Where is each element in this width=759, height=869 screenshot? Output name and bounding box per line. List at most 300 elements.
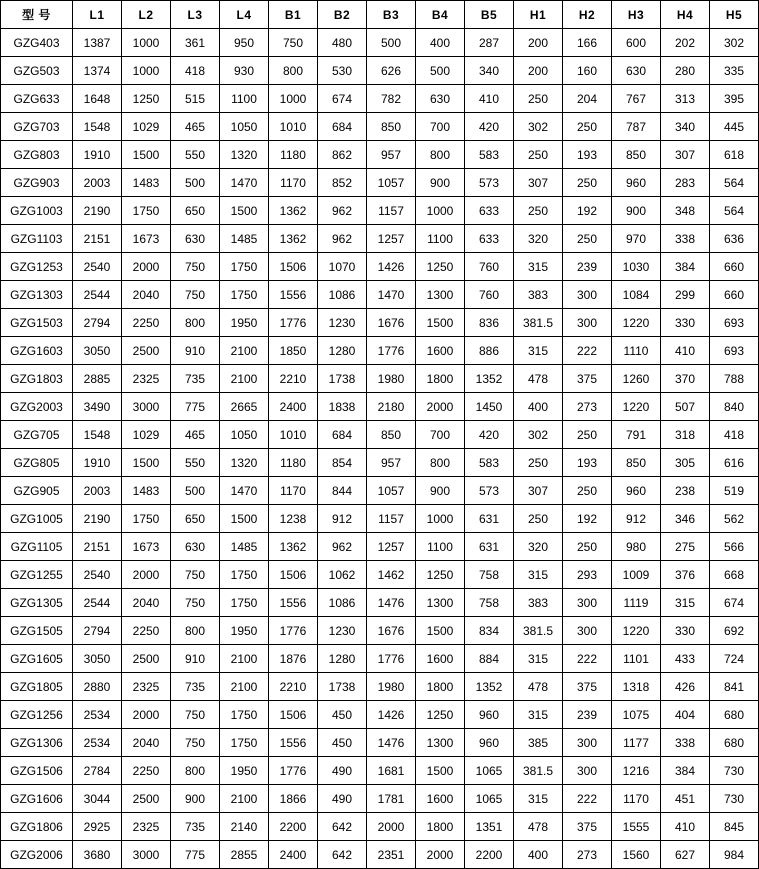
model-cell: GZG1256: [1, 701, 73, 729]
value-cell: 1648: [73, 85, 122, 113]
value-cell: 631: [465, 533, 514, 561]
value-cell: 500: [416, 57, 465, 85]
value-cell: 1119: [612, 589, 661, 617]
value-cell: 1776: [269, 309, 318, 337]
value-cell: 2325: [122, 813, 171, 841]
model-cell: GZG805: [1, 449, 73, 477]
value-cell: 193: [563, 449, 612, 477]
value-cell: 2540: [73, 561, 122, 589]
value-cell: 250: [563, 225, 612, 253]
value-cell: 338: [661, 729, 710, 757]
value-cell: 1220: [612, 393, 661, 421]
column-header-b1: B1: [269, 1, 318, 29]
value-cell: 465: [171, 421, 220, 449]
value-cell: 800: [171, 617, 220, 645]
value-cell: 2140: [220, 813, 269, 841]
value-cell: 750: [171, 701, 220, 729]
value-cell: 750: [269, 29, 318, 57]
value-cell: 418: [171, 57, 220, 85]
value-cell: 693: [710, 337, 759, 365]
table-row: [1, 645, 759, 673]
value-cell: 300: [563, 309, 612, 337]
value-cell: 900: [416, 169, 465, 197]
value-cell: 500: [367, 29, 416, 57]
value-cell: 1318: [612, 673, 661, 701]
value-cell: 1070: [318, 253, 367, 281]
value-cell: 1177: [612, 729, 661, 757]
model-cell: GZG2003: [1, 393, 73, 421]
value-cell: 1250: [416, 561, 465, 589]
value-cell: 340: [465, 57, 514, 85]
value-cell: 315: [514, 701, 563, 729]
value-cell: 1057: [367, 169, 416, 197]
value-cell: 2250: [122, 757, 171, 785]
model-cell: GZG1005: [1, 505, 73, 533]
value-cell: 1374: [73, 57, 122, 85]
value-cell: 3050: [73, 337, 122, 365]
model-cell: GZG1603: [1, 337, 73, 365]
model-cell: GZG1303: [1, 281, 73, 309]
value-cell: 2003: [73, 169, 122, 197]
value-cell: 315: [514, 645, 563, 673]
value-cell: 775: [171, 393, 220, 421]
value-cell: 1010: [269, 421, 318, 449]
value-cell: 1681: [367, 757, 416, 785]
value-cell: 1950: [220, 309, 269, 337]
value-cell: 410: [661, 813, 710, 841]
value-cell: 166: [563, 29, 612, 57]
value-cell: 735: [171, 673, 220, 701]
table-row: [1, 281, 759, 309]
value-cell: 519: [710, 477, 759, 505]
value-cell: 962: [318, 197, 367, 225]
table-row: [1, 337, 759, 365]
table-row: [1, 113, 759, 141]
value-cell: 912: [612, 505, 661, 533]
value-cell: 250: [514, 505, 563, 533]
value-cell: 1600: [416, 785, 465, 813]
value-cell: 631: [465, 505, 514, 533]
table-row: [1, 673, 759, 701]
value-cell: 410: [661, 337, 710, 365]
value-cell: 1600: [416, 645, 465, 673]
value-cell: 193: [563, 141, 612, 169]
value-cell: 2400: [269, 841, 318, 869]
value-cell: 3050: [73, 645, 122, 673]
value-cell: 1426: [367, 253, 416, 281]
value-cell: 2665: [220, 393, 269, 421]
value-cell: 2794: [73, 309, 122, 337]
value-cell: 1560: [612, 841, 661, 869]
value-cell: 1250: [122, 85, 171, 113]
value-cell: 1250: [416, 253, 465, 281]
value-cell: 2151: [73, 533, 122, 561]
value-cell: 1009: [612, 561, 661, 589]
model-cell: GZG903: [1, 169, 73, 197]
value-cell: 500: [171, 169, 220, 197]
value-cell: 1300: [416, 729, 465, 757]
value-cell: 307: [514, 169, 563, 197]
value-cell: 984: [710, 841, 759, 869]
value-cell: 2325: [122, 365, 171, 393]
value-cell: 800: [416, 141, 465, 169]
value-cell: 680: [710, 701, 759, 729]
value-cell: 1676: [367, 309, 416, 337]
value-cell: 1750: [220, 281, 269, 309]
value-cell: 1980: [367, 365, 416, 393]
value-cell: 2325: [122, 673, 171, 701]
value-cell: 426: [661, 673, 710, 701]
value-cell: 2925: [73, 813, 122, 841]
value-cell: 862: [318, 141, 367, 169]
value-cell: 1500: [220, 197, 269, 225]
model-cell: GZG1605: [1, 645, 73, 673]
value-cell: 1257: [367, 533, 416, 561]
value-cell: 318: [661, 421, 710, 449]
value-cell: 724: [710, 645, 759, 673]
value-cell: 451: [661, 785, 710, 813]
value-cell: 2200: [269, 813, 318, 841]
value-cell: 1500: [122, 141, 171, 169]
value-cell: 1800: [416, 673, 465, 701]
value-cell: 1065: [465, 757, 514, 785]
table-row: [1, 561, 759, 589]
value-cell: 791: [612, 421, 661, 449]
table-row: [1, 589, 759, 617]
value-cell: 684: [318, 421, 367, 449]
value-cell: 381.5: [514, 617, 563, 645]
value-cell: 361: [171, 29, 220, 57]
value-cell: 1220: [612, 309, 661, 337]
value-cell: 433: [661, 645, 710, 673]
value-cell: 2100: [220, 365, 269, 393]
value-cell: 1500: [416, 757, 465, 785]
value-cell: 338: [661, 225, 710, 253]
column-header-b2: B2: [318, 1, 367, 29]
value-cell: 564: [710, 169, 759, 197]
value-cell: 300: [563, 589, 612, 617]
value-cell: 626: [367, 57, 416, 85]
value-cell: 404: [661, 701, 710, 729]
value-cell: 1476: [367, 589, 416, 617]
value-cell: 420: [465, 421, 514, 449]
value-cell: 1673: [122, 225, 171, 253]
value-cell: 684: [318, 113, 367, 141]
value-cell: 854: [318, 449, 367, 477]
value-cell: 1500: [416, 617, 465, 645]
column-header-h4: H4: [661, 1, 710, 29]
value-cell: 850: [612, 141, 661, 169]
value-cell: 330: [661, 309, 710, 337]
value-cell: 1838: [318, 393, 367, 421]
value-cell: 912: [318, 505, 367, 533]
value-cell: 1157: [367, 197, 416, 225]
value-cell: 2534: [73, 701, 122, 729]
value-cell: 376: [661, 561, 710, 589]
value-cell: 2040: [122, 729, 171, 757]
value-cell: 239: [563, 253, 612, 281]
value-cell: 910: [171, 645, 220, 673]
value-cell: 2500: [122, 645, 171, 673]
value-cell: 315: [514, 561, 563, 589]
value-cell: 600: [612, 29, 661, 57]
value-cell: 800: [171, 309, 220, 337]
value-cell: 1776: [269, 757, 318, 785]
value-cell: 1260: [612, 365, 661, 393]
value-cell: 410: [465, 85, 514, 113]
value-cell: 1280: [318, 645, 367, 673]
value-cell: 250: [514, 449, 563, 477]
value-cell: 313: [661, 85, 710, 113]
value-cell: 1086: [318, 589, 367, 617]
value-cell: 1476: [367, 729, 416, 757]
value-cell: 910: [171, 337, 220, 365]
value-cell: 760: [465, 281, 514, 309]
value-cell: 375: [563, 813, 612, 841]
value-cell: 1738: [318, 673, 367, 701]
value-cell: 300: [563, 617, 612, 645]
value-cell: 273: [563, 841, 612, 869]
value-cell: 1950: [220, 757, 269, 785]
value-cell: 980: [612, 533, 661, 561]
column-header-h5: H5: [710, 1, 759, 29]
model-cell: GZG1306: [1, 729, 73, 757]
table-row: [1, 813, 759, 841]
table-row: [1, 729, 759, 757]
table-row: [1, 57, 759, 85]
value-cell: 630: [171, 533, 220, 561]
value-cell: 1300: [416, 589, 465, 617]
value-cell: 320: [514, 225, 563, 253]
value-cell: 1483: [122, 169, 171, 197]
value-cell: 420: [465, 113, 514, 141]
value-cell: 1555: [612, 813, 661, 841]
model-cell: GZG1105: [1, 533, 73, 561]
value-cell: 400: [514, 841, 563, 869]
value-cell: 1980: [367, 673, 416, 701]
value-cell: 300: [563, 729, 612, 757]
value-cell: 315: [514, 253, 563, 281]
value-cell: 787: [612, 113, 661, 141]
value-cell: 730: [710, 785, 759, 813]
value-cell: 2000: [122, 561, 171, 589]
table-row: [1, 225, 759, 253]
column-header-l4: L4: [220, 1, 269, 29]
value-cell: 700: [416, 113, 465, 141]
value-cell: 1548: [73, 421, 122, 449]
value-cell: 250: [514, 141, 563, 169]
value-cell: 375: [563, 365, 612, 393]
value-cell: 1086: [318, 281, 367, 309]
value-cell: 315: [514, 337, 563, 365]
value-cell: 2190: [73, 197, 122, 225]
value-cell: 1506: [269, 561, 318, 589]
table-row: [1, 309, 759, 337]
value-cell: 384: [661, 757, 710, 785]
value-cell: 660: [710, 253, 759, 281]
value-cell: 250: [514, 85, 563, 113]
value-cell: 305: [661, 449, 710, 477]
value-cell: 160: [563, 57, 612, 85]
value-cell: 960: [465, 729, 514, 757]
value-cell: 192: [563, 505, 612, 533]
table-row: [1, 533, 759, 561]
value-cell: 280: [661, 57, 710, 85]
value-cell: 2500: [122, 785, 171, 813]
value-cell: 3000: [122, 393, 171, 421]
value-cell: 1750: [220, 729, 269, 757]
value-cell: 2151: [73, 225, 122, 253]
value-cell: 840: [710, 393, 759, 421]
value-cell: 320: [514, 533, 563, 561]
value-cell: 302: [514, 113, 563, 141]
value-cell: 630: [171, 225, 220, 253]
value-cell: 1180: [269, 449, 318, 477]
model-cell: GZG1253: [1, 253, 73, 281]
value-cell: 200: [514, 57, 563, 85]
value-cell: 1000: [122, 57, 171, 85]
value-cell: 1548: [73, 113, 122, 141]
column-header-l3: L3: [171, 1, 220, 29]
value-cell: 564: [710, 197, 759, 225]
value-cell: 384: [661, 253, 710, 281]
value-cell: 900: [612, 197, 661, 225]
value-cell: 307: [514, 477, 563, 505]
model-cell: GZG1305: [1, 589, 73, 617]
value-cell: 1110: [612, 337, 661, 365]
model-cell: GZG1503: [1, 309, 73, 337]
table-row: [1, 29, 759, 57]
value-cell: 2190: [73, 505, 122, 533]
value-cell: 1352: [465, 365, 514, 393]
value-cell: 642: [318, 841, 367, 869]
model-cell: GZG905: [1, 477, 73, 505]
value-cell: 1238: [269, 505, 318, 533]
value-cell: 1750: [122, 505, 171, 533]
value-cell: 1500: [220, 505, 269, 533]
model-cell: GZG2006: [1, 841, 73, 869]
value-cell: 300: [563, 281, 612, 309]
value-cell: 1300: [416, 281, 465, 309]
value-cell: 1000: [416, 505, 465, 533]
value-cell: 375: [563, 673, 612, 701]
value-cell: 800: [269, 57, 318, 85]
value-cell: 1750: [220, 589, 269, 617]
model-cell: GZG1606: [1, 785, 73, 813]
value-cell: 1030: [612, 253, 661, 281]
value-cell: 3680: [73, 841, 122, 869]
value-cell: 642: [318, 813, 367, 841]
value-cell: 1500: [122, 449, 171, 477]
value-cell: 616: [710, 449, 759, 477]
value-cell: 2000: [367, 813, 416, 841]
value-cell: 299: [661, 281, 710, 309]
value-cell: 1781: [367, 785, 416, 813]
value-cell: 884: [465, 645, 514, 673]
value-cell: 2534: [73, 729, 122, 757]
value-cell: 2400: [269, 393, 318, 421]
value-cell: 2100: [220, 645, 269, 673]
value-cell: 465: [171, 113, 220, 141]
value-cell: 1600: [416, 337, 465, 365]
value-cell: 735: [171, 813, 220, 841]
value-cell: 500: [171, 477, 220, 505]
value-cell: 1362: [269, 197, 318, 225]
column-header-h2: H2: [563, 1, 612, 29]
value-cell: 850: [612, 449, 661, 477]
value-cell: 1351: [465, 813, 514, 841]
table-row: [1, 757, 759, 785]
column-header-b4: B4: [416, 1, 465, 29]
model-cell: GZG703: [1, 113, 73, 141]
value-cell: 530: [318, 57, 367, 85]
value-cell: 1506: [269, 253, 318, 281]
value-cell: 1750: [220, 701, 269, 729]
value-cell: 381.5: [514, 309, 563, 337]
value-cell: 2200: [465, 841, 514, 869]
value-cell: 962: [318, 225, 367, 253]
value-cell: 962: [318, 533, 367, 561]
model-cell: GZG1805: [1, 673, 73, 701]
value-cell: 1057: [367, 477, 416, 505]
value-cell: 735: [171, 365, 220, 393]
value-cell: 250: [563, 169, 612, 197]
value-cell: 957: [367, 449, 416, 477]
value-cell: 302: [710, 29, 759, 57]
value-cell: 566: [710, 533, 759, 561]
value-cell: 307: [661, 141, 710, 169]
value-cell: 1352: [465, 673, 514, 701]
value-cell: 900: [171, 785, 220, 813]
value-cell: 348: [661, 197, 710, 225]
value-cell: 250: [563, 477, 612, 505]
value-cell: 1426: [367, 701, 416, 729]
value-cell: 1450: [465, 393, 514, 421]
value-cell: 1910: [73, 141, 122, 169]
value-cell: 1101: [612, 645, 661, 673]
value-cell: 250: [563, 533, 612, 561]
model-cell: GZG705: [1, 421, 73, 449]
value-cell: 618: [710, 141, 759, 169]
value-cell: 1470: [220, 169, 269, 197]
value-cell: 490: [318, 757, 367, 785]
value-cell: 550: [171, 141, 220, 169]
value-cell: 1050: [220, 421, 269, 449]
value-cell: 239: [563, 701, 612, 729]
value-cell: 1029: [122, 113, 171, 141]
value-cell: 445: [710, 113, 759, 141]
value-cell: 400: [416, 29, 465, 57]
value-cell: 775: [171, 841, 220, 869]
value-cell: 730: [710, 757, 759, 785]
column-header-model: 型 号: [1, 1, 73, 29]
value-cell: 3044: [73, 785, 122, 813]
value-cell: 340: [661, 113, 710, 141]
value-cell: 636: [710, 225, 759, 253]
table-row: [1, 701, 759, 729]
value-cell: 950: [220, 29, 269, 57]
value-cell: 2100: [220, 785, 269, 813]
value-cell: 627: [661, 841, 710, 869]
value-cell: 1230: [318, 617, 367, 645]
value-cell: 200: [514, 29, 563, 57]
table-row: [1, 785, 759, 813]
model-cell: GZG403: [1, 29, 73, 57]
value-cell: 1280: [318, 337, 367, 365]
value-cell: 583: [465, 449, 514, 477]
value-cell: 1320: [220, 449, 269, 477]
value-cell: 970: [612, 225, 661, 253]
